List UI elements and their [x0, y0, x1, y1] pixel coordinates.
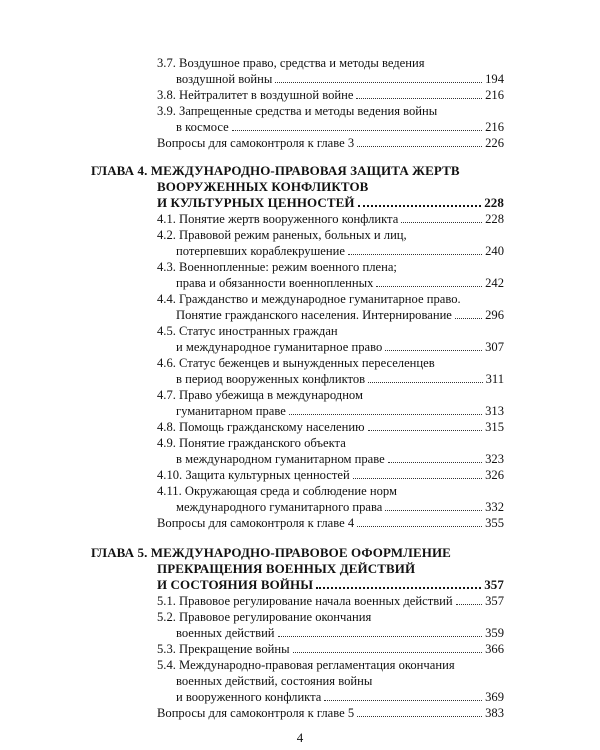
toc-entry-text: в космосе: [176, 120, 229, 134]
dot-leader: [278, 636, 483, 637]
toc-entry-text: 4.10. Защита культурных ценностей: [157, 468, 350, 482]
page-ref: 240: [485, 244, 504, 258]
toc-entry-questions-3[interactable]: [157, 135, 504, 151]
page-ref: 216: [485, 120, 504, 134]
toc-entry-4-7[interactable]: [176, 403, 504, 419]
toc-entry-5-1[interactable]: [157, 593, 504, 609]
toc-entry-questions-4[interactable]: [157, 515, 504, 531]
dot-leader: [401, 222, 482, 223]
toc-entry-4-3-line1: 4.3. Военнопленные: режим военного плена;: [157, 260, 397, 274]
toc-entry-5-4-line1: 5.4. Международно-правовая регламентация окончания: [157, 658, 455, 672]
toc-entry-text: и вооруженного конфликта: [176, 690, 322, 704]
chapter-4-heading-line2: ВООРУЖЕННЫХ КОНФЛИКТОВ: [157, 179, 369, 194]
toc-entry-4-11[interactable]: [176, 499, 504, 515]
toc-entry-text: военных действий: [176, 626, 275, 640]
dot-leader: [357, 716, 482, 717]
toc-entry-text: 4.8. Помощь гражданскому населению: [157, 420, 365, 434]
toc-entry-text: Понятие гражданского населения. Интернирование: [176, 308, 452, 322]
toc-entry-4-9-line1: 4.9. Понятие гражданского объекта: [157, 436, 346, 450]
page-ref: 366: [485, 642, 504, 656]
dot-leader: [357, 526, 482, 527]
toc-entry-4-2[interactable]: [176, 243, 504, 259]
toc-entry-5-4[interactable]: [176, 689, 504, 705]
toc-entry-4-10[interactable]: [157, 467, 504, 483]
dot-leader: [232, 130, 482, 131]
dot-leader: [275, 82, 482, 83]
toc-entry-text: в период вооруженных конфликтов: [176, 372, 366, 386]
chapter-4-heading-line1: ГЛАВА 4. МЕЖДУНАРОДНО-ПРАВОВАЯ ЗАЩИТА ЖЕРТВ: [91, 163, 460, 178]
page-ref: 326: [485, 468, 504, 482]
page-ref: 323: [485, 452, 504, 466]
dot-leader: [356, 98, 482, 99]
page-number: 4: [296, 730, 304, 745]
dot-leader: [289, 414, 482, 415]
page-ref: 226: [485, 136, 504, 150]
page-ref: 228: [485, 212, 504, 226]
chapter-5-heading[interactable]: [157, 577, 504, 593]
toc-entry-text: воздушной войны: [176, 72, 273, 86]
toc-entry-questions-5[interactable]: [157, 705, 504, 721]
toc-entry-text: международного гуманитарного права: [176, 500, 383, 514]
toc-entry-4-7-line1: 4.7. Право убежища в международном: [157, 388, 363, 402]
dot-leader: [385, 350, 482, 351]
page-ref: 311: [485, 372, 504, 386]
page-ref: 307: [485, 340, 504, 354]
toc-entry-text: права и обязанности военнопленных: [176, 276, 374, 290]
dot-leader: [385, 510, 482, 511]
toc-entry-4-8[interactable]: [157, 419, 504, 435]
dot-leader: [316, 587, 481, 589]
toc-entry-text: 3.8. Нейтралитет в воздушной войне: [157, 88, 354, 102]
toc-entry-4-3[interactable]: [176, 275, 504, 291]
dot-leader: [358, 205, 482, 207]
toc-entry-4-6-line1: 4.6. Статус беженцев и вынужденных переселенцев: [157, 356, 435, 370]
page-ref: 242: [485, 276, 504, 290]
page-ref: 357: [485, 594, 504, 608]
page-ref: 359: [485, 626, 504, 640]
page-ref: 194: [485, 72, 504, 86]
chapter-5-heading-line2: ПРЕКРАЩЕНИЯ ВОЕННЫХ ДЕЙСТВИЙ: [157, 561, 416, 576]
toc-entry-3-8[interactable]: [157, 87, 504, 103]
toc-entry-5-2[interactable]: [176, 625, 504, 641]
chapter-4-heading[interactable]: [157, 195, 504, 211]
toc-entry-text: Вопросы для самоконтроля к главе 3: [157, 136, 355, 150]
toc-entry-text: 4.1. Понятие жертв вооруженного конфликта: [157, 212, 399, 226]
toc-entry-text: Вопросы для самоконтроля к главе 5: [157, 706, 355, 720]
toc-entry-4-4-line1: 4.4. Гражданство и международное гуманитарное право.: [157, 292, 461, 306]
toc-entry-text: Вопросы для самоконтроля к главе 4: [157, 516, 355, 530]
dot-leader: [353, 478, 482, 479]
toc-entry-5-3[interactable]: [157, 641, 504, 657]
dot-leader: [388, 462, 482, 463]
page-ref: 357: [484, 577, 504, 592]
toc-entry-5-2-line1: 5.2. Правовое регулирование окончания: [157, 610, 372, 624]
toc-entry-3-9[interactable]: [176, 119, 504, 135]
toc-entry-4-6[interactable]: [176, 371, 504, 387]
chapter-heading-text: И КУЛЬТУРНЫХ ЦЕННОСТЕЙ: [157, 195, 355, 210]
page-ref: 313: [485, 404, 504, 418]
page-ref: 296: [485, 308, 504, 322]
toc-entry-3-9-line1: 3.9. Запрещенные средства и методы ведения войны: [157, 104, 438, 118]
toc-entry-3-7-line1: 3.7. Воздушное право, средства и методы ведения: [157, 56, 425, 70]
toc-entry-5-4-line2: военных действий, состояния войны: [176, 674, 373, 688]
toc-entry-text: и международное гуманитарное право: [176, 340, 383, 354]
chapter-heading-text: И СОСТОЯНИЯ ВОЙНЫ: [157, 577, 314, 592]
toc-entry-3-7[interactable]: [176, 71, 504, 87]
dot-leader: [455, 318, 482, 319]
toc-entry-4-9[interactable]: [176, 451, 504, 467]
toc-entry-text: гуманитарном праве: [176, 404, 286, 418]
dot-leader: [368, 430, 483, 431]
dot-leader: [324, 700, 482, 701]
page-ref: 216: [485, 88, 504, 102]
toc-entry-4-5-line1: 4.5. Статус иностранных граждан: [157, 324, 338, 338]
page-ref: 383: [485, 706, 504, 720]
dot-leader: [293, 652, 482, 653]
dot-leader: [348, 254, 482, 255]
page-ref: 315: [485, 420, 504, 434]
dot-leader: [368, 382, 482, 383]
page-ref: 228: [484, 195, 504, 210]
toc-entry-4-4[interactable]: [176, 307, 504, 323]
dot-leader: [456, 604, 482, 605]
toc-entry-text: потерпевших кораблекрушение: [176, 244, 345, 258]
toc-entry-4-1[interactable]: [157, 211, 504, 227]
chapter-5-heading-line1: ГЛАВА 5. МЕЖДУНАРОДНО-ПРАВОВОЕ ОФОРМЛЕНИЕ: [91, 545, 451, 560]
page-ref: 369: [485, 690, 504, 704]
toc-entry-4-11-line1: 4.11. Окружающая среда и соблюдение норм: [157, 484, 397, 498]
toc-entry-text: 5.3. Прекращение войны: [157, 642, 290, 656]
toc-entry-4-5[interactable]: [176, 339, 504, 355]
page-ref: 355: [485, 516, 504, 530]
toc-entry-text: 5.1. Правовое регулирование начала военных действий: [157, 594, 453, 608]
toc-entry-text: в международном гуманитарном праве: [176, 452, 385, 466]
dot-leader: [376, 286, 482, 287]
page-ref: 332: [485, 500, 504, 514]
toc-entry-4-2-line1: 4.2. Правовой режим раненых, больных и лиц,: [157, 228, 407, 242]
dot-leader: [357, 146, 482, 147]
